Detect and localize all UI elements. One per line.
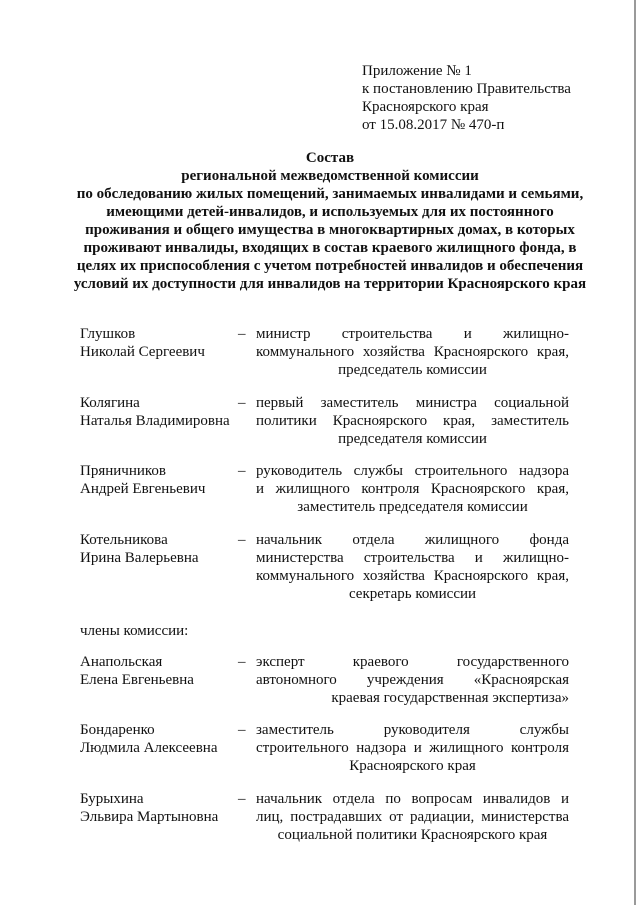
title-line: проживают инвалиды, входящих в состав краевого жилищного фонда, в bbox=[83, 240, 577, 256]
role-line: заместитель председателя комиссии bbox=[297, 499, 528, 515]
person-given-name: Елена Евгеньевна bbox=[80, 672, 194, 688]
title-line: Состав bbox=[305, 150, 355, 166]
role-line: начальник отдела по вопросам инвалидов и bbox=[256, 791, 569, 807]
role-line: и жилищного контроля Красноярского края, bbox=[256, 481, 569, 497]
role-line: социальной политики Красноярского края bbox=[277, 827, 548, 843]
person-surname: Котельникова bbox=[80, 532, 168, 548]
role-line: лиц, пострадавших от радиации, министерства bbox=[256, 809, 569, 825]
person-given-name: Андрей Евгеньевич bbox=[80, 481, 206, 497]
person-name bbox=[80, 394, 230, 430]
appendix-header bbox=[362, 62, 571, 134]
person-name bbox=[80, 653, 194, 689]
person-name bbox=[80, 325, 205, 361]
person-role bbox=[256, 531, 569, 603]
person-name bbox=[80, 462, 205, 498]
dash-separator: – bbox=[238, 395, 246, 411]
person-surname: Глушков bbox=[80, 326, 136, 342]
role-line: секретарь комиссии bbox=[348, 586, 477, 602]
person-surname: Колягина bbox=[80, 395, 140, 411]
person-role bbox=[256, 462, 569, 516]
role-line: министерства строительства и жилищно- bbox=[256, 550, 569, 566]
title-line: условий их доступности для инвалидов на территории Красноярского края bbox=[73, 276, 587, 292]
appendix-reference: к постановлению Правительства bbox=[362, 81, 571, 97]
person-given-name: Наталья Владимировна bbox=[80, 413, 230, 429]
title-line: региональной межведомственной комиссии bbox=[181, 168, 479, 184]
role-line: политики Красноярского края, заместитель bbox=[256, 413, 569, 429]
person-given-name: Людмила Алексеевна bbox=[80, 740, 218, 756]
dash-separator: – bbox=[238, 463, 246, 479]
person-surname: Пряничников bbox=[80, 463, 166, 479]
person-surname: Бурыхина bbox=[80, 791, 144, 807]
appendix-date: от 15.08.2017 № 470-п bbox=[362, 117, 505, 133]
role-line: заместитель руководителя службы bbox=[256, 722, 569, 738]
dash-separator: – bbox=[238, 791, 246, 807]
members-section-label: члены комиссии: bbox=[80, 623, 189, 639]
role-line: председатель комиссии bbox=[338, 362, 487, 378]
role-line: краевая государственная экспертиза» bbox=[331, 690, 569, 706]
person-role bbox=[256, 325, 569, 379]
person-given-name: Ирина Валерьевна bbox=[80, 550, 199, 566]
role-line: строительного надзора и жилищного контроля bbox=[256, 740, 569, 756]
person-name bbox=[80, 531, 199, 567]
document-title bbox=[70, 149, 590, 293]
dash-separator: – bbox=[238, 654, 246, 670]
role-line: руководитель службы строительного надзора bbox=[256, 463, 569, 479]
person-given-name: Эльвира Мартыновна bbox=[80, 809, 219, 825]
title-line: проживания и общего имущества в многоквартирных домах, в которых bbox=[85, 222, 575, 238]
role-line: автономного учреждения «Красноярская bbox=[256, 672, 569, 688]
role-line: председателя комиссии bbox=[338, 431, 487, 447]
role-line: начальник отдела жилищного фонда bbox=[256, 532, 569, 548]
title-line: имеющими детей-инвалидов, и используемых для их постоянного bbox=[106, 204, 554, 220]
person-role bbox=[256, 790, 569, 844]
role-line: Красноярского края bbox=[349, 758, 476, 774]
dash-separator: – bbox=[238, 532, 246, 548]
role-line: коммунального хозяйства Красноярского края, bbox=[256, 568, 569, 584]
person-role bbox=[256, 653, 569, 707]
role-line: министр строительства и жилищно- bbox=[256, 326, 569, 342]
person-given-name: Николай Сергеевич bbox=[80, 344, 205, 360]
person-surname: Анапольская bbox=[80, 654, 163, 670]
role-line: эксперт краевого государственного bbox=[256, 654, 569, 670]
person-role bbox=[256, 721, 569, 775]
role-line: коммунального хозяйства Красноярского края, bbox=[256, 344, 569, 360]
title-line: целях их приспособления с учетом потребностей инвалидов и обеспечения bbox=[76, 258, 584, 274]
person-surname: Бондаренко bbox=[80, 722, 155, 738]
appendix-region: Красноярского края bbox=[362, 99, 489, 115]
person-name bbox=[80, 721, 217, 757]
scan-edge-line bbox=[634, 0, 636, 905]
dash-separator: – bbox=[238, 326, 246, 342]
person-name bbox=[80, 790, 218, 826]
role-line: первый заместитель министра социальной bbox=[256, 395, 569, 411]
title-line: по обследованию жилых помещений, занимаемых инвалидами и семьями, bbox=[76, 186, 584, 202]
person-role bbox=[256, 394, 569, 448]
appendix-number: Приложение № 1 bbox=[362, 63, 472, 79]
dash-separator: – bbox=[238, 722, 246, 738]
